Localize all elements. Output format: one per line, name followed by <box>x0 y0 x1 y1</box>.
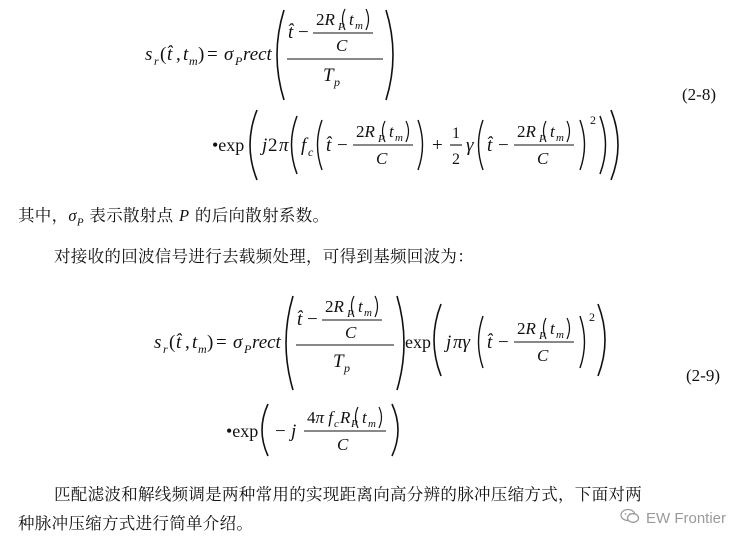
svg-text:−: − <box>307 309 318 330</box>
svg-text:2R: 2R <box>356 122 375 141</box>
svg-text:T: T <box>333 351 344 372</box>
para1-sigma-sub: P <box>76 216 84 229</box>
svg-text:•exp: •exp <box>226 421 259 441</box>
svg-text:t̂: t̂ <box>288 22 294 43</box>
svg-text:1: 1 <box>452 125 460 142</box>
svg-text:m: m <box>189 54 198 68</box>
svg-text:C: C <box>336 36 348 55</box>
svg-text:c: c <box>308 145 314 159</box>
svg-text:−: − <box>498 135 509 156</box>
svg-text:c: c <box>334 418 339 430</box>
equation-number-2-8: (2-8) <box>682 85 716 104</box>
para1-suffix: 的后向散射系数。 <box>189 206 330 225</box>
svg-text:−: − <box>337 135 348 156</box>
svg-text:+: + <box>432 135 443 156</box>
svg-text:2: 2 <box>268 135 278 156</box>
svg-text:m: m <box>355 20 363 32</box>
eq-2-9-line2 <box>226 404 398 456</box>
wechat-icon <box>620 508 640 528</box>
svg-text:(: ( <box>160 44 167 65</box>
svg-text:j: j <box>262 135 268 156</box>
svg-text:(: ( <box>169 332 176 353</box>
svg-text:−: − <box>498 332 509 353</box>
svg-text:t: t <box>550 122 555 141</box>
watermark <box>620 508 726 528</box>
svg-text:2R: 2R <box>316 10 335 29</box>
svg-text:m: m <box>395 132 403 144</box>
svg-text:P: P <box>539 330 546 342</box>
svg-text:t̂: t̂ <box>297 309 303 330</box>
para1-prefix: 其中， <box>18 206 69 225</box>
para1-p: P <box>178 206 190 225</box>
svg-text:,: , <box>185 332 190 353</box>
svg-text:s: s <box>145 44 153 65</box>
svg-text:p: p <box>344 361 350 375</box>
svg-text:): ) <box>198 44 205 65</box>
svg-text:P: P <box>347 308 354 320</box>
svg-text:πγ: πγ <box>453 332 471 353</box>
svg-text:γ: γ <box>466 135 474 156</box>
svg-text:r: r <box>163 342 168 356</box>
svg-text:m: m <box>556 132 564 144</box>
svg-text:p: p <box>334 75 340 89</box>
svg-text:m: m <box>364 307 372 319</box>
svg-text:j: j <box>446 332 452 353</box>
svg-text:): ) <box>207 332 214 353</box>
svg-text:−: − <box>275 421 286 442</box>
svg-text:π: π <box>279 135 289 156</box>
svg-text:2R: 2R <box>325 297 344 316</box>
svg-text:P: P <box>244 342 252 356</box>
svg-text:j: j <box>291 421 297 442</box>
svg-text:s: s <box>154 332 162 353</box>
svg-text:2: 2 <box>590 113 596 127</box>
svg-text:f: f <box>301 135 307 156</box>
svg-text:m: m <box>368 418 376 430</box>
eq-2-9-line1 <box>154 296 605 390</box>
svg-text:P: P <box>338 21 345 33</box>
svg-text:4π f: 4π f <box>307 408 333 427</box>
svg-text:exp: exp <box>405 332 431 352</box>
svg-text:t: t <box>349 10 354 29</box>
svg-text:rect: rect <box>252 332 281 353</box>
svg-text:t̂: t̂ <box>176 332 182 353</box>
svg-text:C: C <box>537 346 549 365</box>
svg-text:t: t <box>183 44 189 65</box>
svg-text:P: P <box>351 418 358 430</box>
para1-sigma: σ <box>68 206 77 225</box>
svg-text:P: P <box>539 133 546 145</box>
svg-text:t: t <box>192 332 198 353</box>
svg-text:t: t <box>550 319 555 338</box>
svg-text:C: C <box>537 149 549 168</box>
svg-text:σ: σ <box>233 332 243 353</box>
svg-text:t̂: t̂ <box>487 135 493 156</box>
svg-text:2R: 2R <box>517 122 536 141</box>
svg-text:C: C <box>337 435 349 454</box>
svg-text:C: C <box>345 323 357 342</box>
svg-text:t̂: t̂ <box>167 44 173 65</box>
svg-text:R: R <box>340 408 351 427</box>
svg-text:rect: rect <box>243 44 272 65</box>
svg-text:m: m <box>198 342 207 356</box>
svg-text:P: P <box>235 54 243 68</box>
svg-text:t̂: t̂ <box>326 135 332 156</box>
paragraph-baseband-intro: 对接收的回波信号进行去载频处理，可得到基频回波为： <box>54 247 474 266</box>
svg-text:2R: 2R <box>517 319 536 338</box>
svg-text:t: t <box>362 408 367 427</box>
svg-text:•exp: •exp <box>212 135 245 155</box>
svg-text:r: r <box>154 54 159 68</box>
svg-text:2: 2 <box>589 310 595 324</box>
svg-text:P: P <box>378 133 385 145</box>
svg-text:σ: σ <box>224 44 234 65</box>
svg-text:−: − <box>298 22 309 43</box>
svg-text:=: = <box>207 44 218 65</box>
svg-text:m: m <box>556 329 564 341</box>
svg-text:t: t <box>389 122 394 141</box>
paragraph-pulse-compression-line1: 匹配滤波和解线频调是两种常用的实现距离向高分辨的脉冲压缩方式，下面对两 <box>54 485 642 504</box>
svg-text:t̂: t̂ <box>487 332 493 353</box>
svg-text:,: , <box>176 44 181 65</box>
para1-mid: 表示散射点 <box>83 206 179 225</box>
svg-text:2: 2 <box>452 151 460 168</box>
svg-text:C: C <box>376 149 388 168</box>
svg-text:=: = <box>216 332 227 353</box>
watermark-label: EW Frontier <box>645 509 726 527</box>
svg-text:T: T <box>323 65 334 86</box>
svg-text:t: t <box>358 297 363 316</box>
equation-number-2-9: (2-9) <box>686 366 720 385</box>
paragraph-pulse-compression-line2: 种脉冲压缩方式进行简单介绍。 <box>18 514 254 533</box>
